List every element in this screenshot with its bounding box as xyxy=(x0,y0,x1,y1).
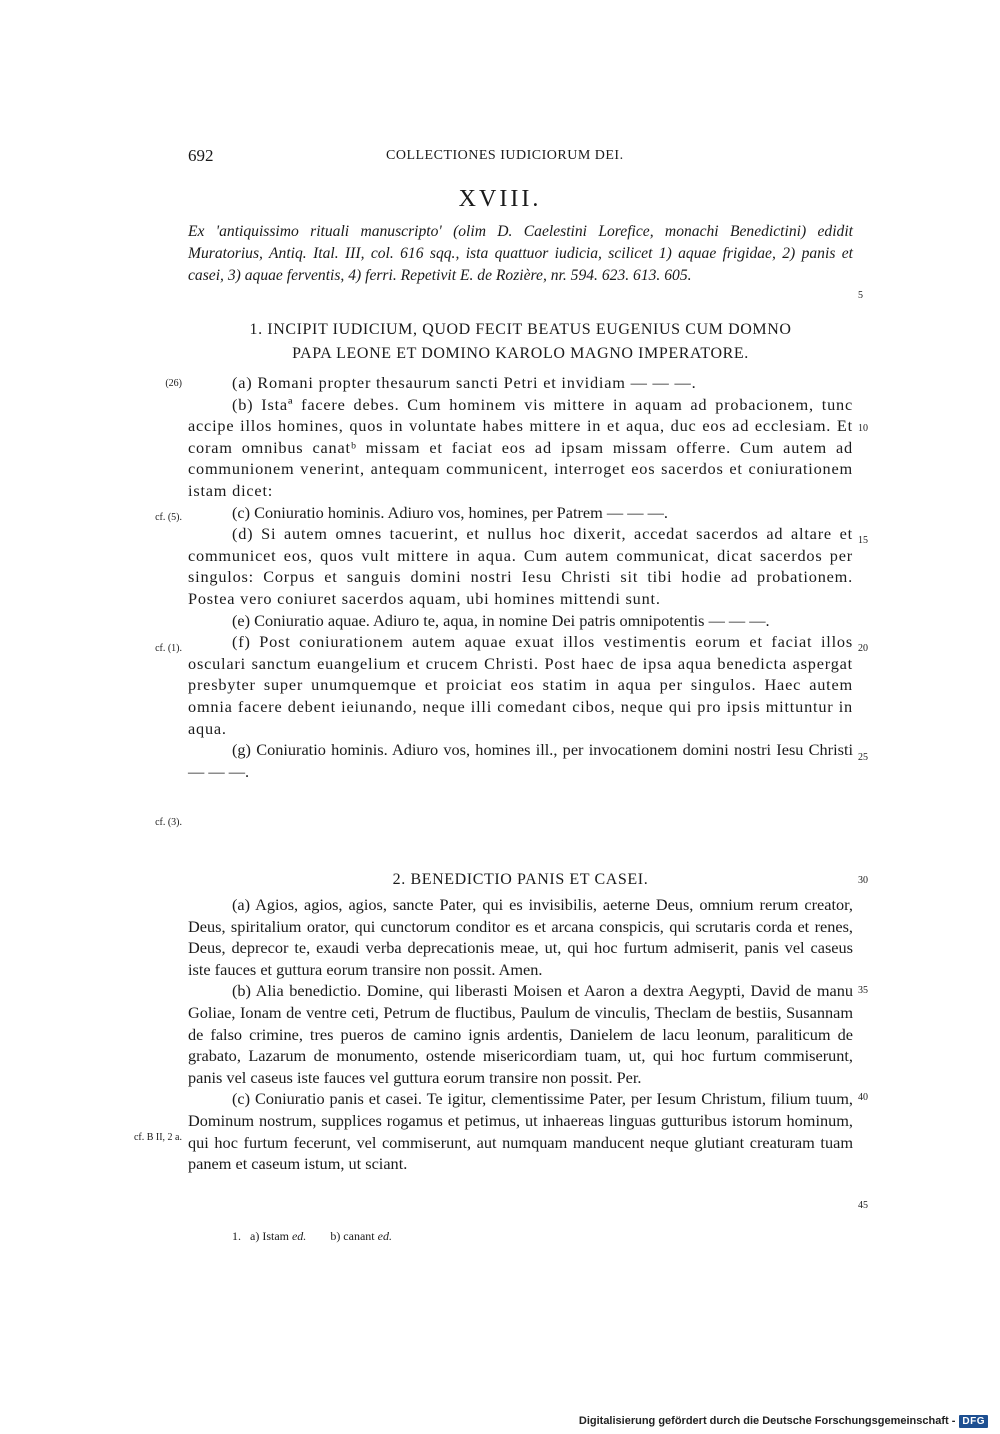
line-number: 30 xyxy=(858,875,868,886)
footnotes xyxy=(232,1229,392,1244)
paragraph-2b: (b) Alia benedictio. Domine, qui liberasti Moisen et Aaron a dextra Aegypti, David de manu Goliae, Ionam de ventre ceti, Petrum de fluctibus, Paulum de vinculis, Theclam de bestiis, Susannam de falso crimine, tres pueros de camino ignis ardentis, Danielem de lacu leonum, paraliticum de grabato, Lazarum de monumento, ostende misericordiam tuam, ut, qui hoc furtum commiserunt, panis vel caseus iste fauces vel guttura eorum transire non possit. Per. xyxy=(188,981,853,1087)
section-2-title: 2. BENEDICTIO PANIS ET CASEI. xyxy=(392,871,649,888)
footnote-number: 1. xyxy=(232,1229,241,1243)
section-2-body xyxy=(188,894,853,1175)
paragraph-1g: (g) Coniuratio hominis. Adiuro vos, homines ill., per invocationem domini nostri Iesu Christi — — —. xyxy=(188,740,853,781)
page-number: 692 xyxy=(188,146,214,165)
funding-credit xyxy=(579,1413,988,1429)
line-number: 15 xyxy=(858,535,868,546)
footnote-b-ed: ed. xyxy=(377,1229,392,1243)
margin-reference: cf. (3). xyxy=(155,817,182,828)
line-number: 5 xyxy=(858,290,863,301)
paragraph-1c: (c) Coniuratio hominis. Adiuro vos, homines, per Patrem — — —. xyxy=(232,502,668,522)
footnote-a-ed: ed. xyxy=(291,1229,307,1243)
margin-reference: cf. (1). xyxy=(155,643,182,654)
paragraph-1d: (d) Si autem omnes tacuerint, et nullus hoc dixerit, accedat sacerdos ad altare et communicet eos, quos vult mittere in aqua. Cum autem communicat, dicat sacerdos per singulos: Corpus et sanguis domini nostri Iesu Christi sit tibi hodie ad probationem. Postea vero coniuret sacerdos aquam, ubi homines mittendi sunt. xyxy=(188,524,853,608)
line-number: 20 xyxy=(858,643,868,654)
paragraph-1e: (e) Coniuratio aquae. Adiuro te, aqua, in nomine Dei patris omnipotentis — — —. xyxy=(232,610,770,630)
paragraph-1a: (a) Romani propter thesaurum sancti Petri et invidiam — — —. xyxy=(232,373,697,392)
footnote-a: a) Istam xyxy=(250,1229,289,1243)
section-1-title xyxy=(188,318,853,366)
dfg-logo: DFG xyxy=(959,1415,988,1428)
line-number: 35 xyxy=(858,985,868,996)
paragraph-1f: (f) Post coniurationem autem aquae exuat illos vestimentis eorum et faciat illos osculari sanctum euangelium et crucem Christi. Post haec de ipsa aqua benedicta aspergat presbyter super unumquemque et proiciat eos statim in aqua per singulos. Haec autem omnia facere debent ieiunando, neque illi comedant cibos, neque qui pro ipsis mittuntur in aqua. xyxy=(188,632,853,738)
margin-reference: cf. (5). xyxy=(155,512,182,523)
paragraph-2c: (c) Coniuratio panis et casei. Te igitur, clementissime Pater, per Iesum Christum, filium tuum, Dominum nostrum, supplices rogamus et petimus, ut inhaereas linguas gutturibus istorum hominum, qui hoc furtum fecerunt, vel commiserunt, aut numquam manducent neque glutiant creaturam tuam panem et caseum istum, ut sciant. xyxy=(188,1089,853,1174)
paragraph-1b: (b) Istaª facere debes. Cum hominem vis mittere in aquam ad probacionem, tunc accipe illos homines, quos in voluntate habes mittere in et aqua, duc eos ad ecclesiam. Et coram omnibus canatᵇ missam et faciat eos ad ipsam missam offerre. Cum autem ad communionem venerint, antequam communicent, interroget eos sacerdos et coniurationem istam dicet: xyxy=(188,394,853,500)
line-number: 45 xyxy=(858,1200,868,1211)
section-1-title-line-1: 1. INCIPIT IUDICIUM, QUOD FECIT BEATUS EUGENIUS CUM DOMNO xyxy=(249,321,792,338)
chapter-number: XVIII. xyxy=(458,186,542,212)
page-header xyxy=(188,146,852,170)
line-number: 25 xyxy=(858,752,868,763)
credit-text: Digitalisierung gefördert durch die Deutsche Forschungsgemeinschaft - xyxy=(578,1415,956,1427)
paragraph-2a: (a) Agios, agios, agios, sancte Pater, qui es invisibilis, aeterne Deus, omnium rerum creator, Deus, spiritalium orator, qui cunctorum conditor es et arcana conspicis, qui scrutaris corda et renes, Deus, deprecor te, exaudi verba deprecationis meae, ut, qui hoc furtum admiserit, panis vel caseus iste fauces et guttura eorum transire non possit. Amen. xyxy=(188,895,853,979)
running-title: COLLECTIONES IUDICIORUM DEI. xyxy=(386,148,624,163)
footnote-b: b) canant xyxy=(330,1229,375,1243)
line-number: 40 xyxy=(858,1092,868,1103)
section-1-title-line-2: PAPA LEONE ET DOMINO KAROLO MAGNO IMPERATORE. xyxy=(292,345,749,362)
margin-reference: (26) xyxy=(165,378,182,389)
margin-reference: cf. B II, 2 a. xyxy=(133,1132,182,1143)
line-number: 10 xyxy=(858,423,868,434)
editorial-intro: Ex 'antiquissimo rituali manuscripto' (olim D. Caelestini Lorefice, monachi Benedictini) edidit Muratorius, Antiq. Ital. III, col. 616 sqq., ista quattuor iudicia, scilicet 1) aquae frigidae, 2) panis et casei, 3) aquae ferventis, 4) ferri. Repetivit E. de Rozière, nr. 594. 623. 613. 605. xyxy=(188,223,853,284)
section-1-body xyxy=(188,372,853,782)
